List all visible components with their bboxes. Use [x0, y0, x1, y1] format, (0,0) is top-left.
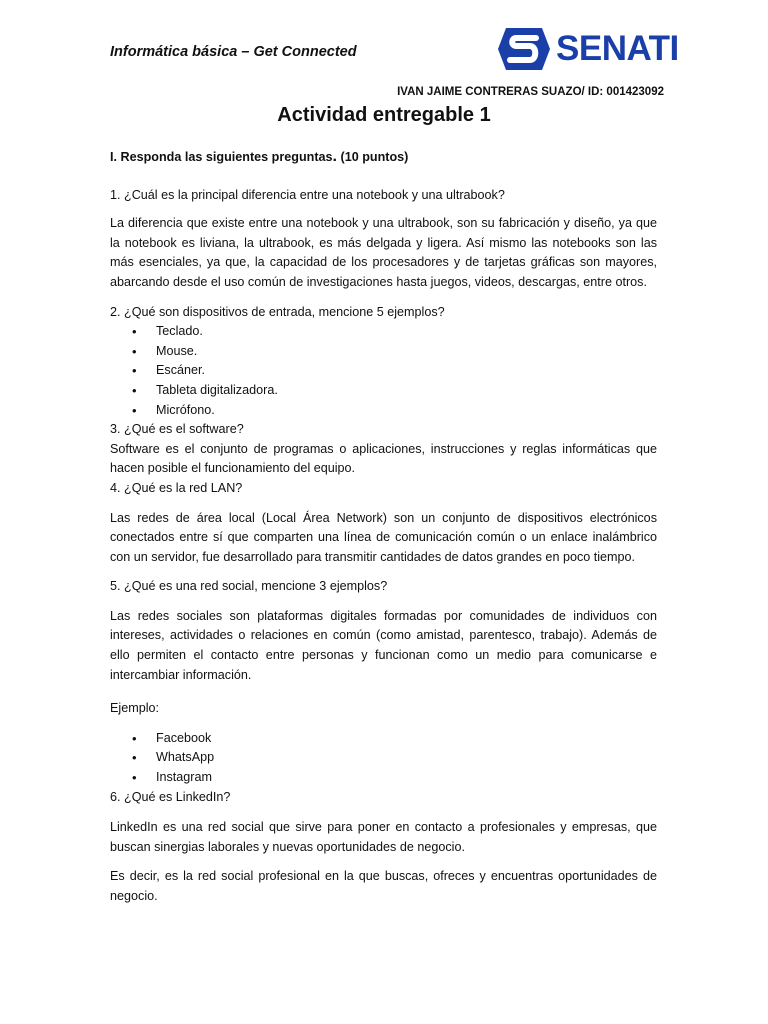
answer-4: Las redes de área local (Local Área Network) son un conjunto de dispositivos electrónicos conectados entre sí que comparten una línea de comunicación común o un enlace inalámbrico con un servidor, fue desarrollado para transmitir cantidades de datos grandes en poco tiempo.: [110, 510, 657, 564]
question-6: 6. ¿Qué es LinkedIn?: [110, 789, 231, 804]
social-networks-list: [110, 729, 657, 788]
answer-1: La diferencia que existe entre una notebook y una ultrabook, son su fabricación y diseño, ya que la notebook es liviana, la ultrabook, es más delgada y ligera. Así mismo las notebooks son las más esenciales, ya que, la capacidad de los procesadores y de tarjetas gráficas son mayores, abarcando desde el uso común de investigaciones hasta juegos, videos, descargas, entre otros.: [110, 216, 657, 289]
question-3: 3. ¿Qué es el software?: [110, 422, 244, 437]
answer-3: Software es el conjunto de programas o aplicaciones, instrucciones y reglas informáticas que hacen posible el funcionamiento del equipo.: [110, 441, 657, 476]
input-devices-list: [110, 322, 657, 420]
answer-6: LinkedIn es una red social que sirve para poner en contacto a profesionales y empresas, que buscan sinergias laborales y nuevas oportunidades de negocio.: [110, 820, 657, 854]
question-2: 2. ¿Qué son dispositivos de entrada, mencione 5 ejemplos?: [110, 304, 445, 319]
question-5: 5. ¿Qué es una red social, mencione 3 ejemplos?: [110, 579, 388, 594]
student-id: IVAN JAIME CONTRERAS SUAZO/ ID: 001423092: [397, 86, 664, 98]
list-item: • Mouse.: [156, 342, 657, 362]
section-heading-dot: .: [332, 148, 337, 165]
course-header: Informática básica – Get Connected: [110, 44, 357, 60]
answer-6b: Es decir, es la red social profesional en la que buscas, ofreces y encuentras oportunidades de negocio.: [110, 869, 657, 903]
list-item: • Tableta digitalizadora.: [156, 381, 657, 401]
example-label: Ejemplo:: [110, 701, 159, 716]
list-item: • Facebook: [156, 729, 657, 749]
list-item: • WhatsApp: [156, 748, 657, 768]
list-item: • Escáner.: [156, 361, 657, 381]
list-item: • Micrófono.: [156, 401, 657, 421]
section-points: (10 puntos): [340, 150, 409, 164]
list-item: • Teclado.: [156, 322, 657, 342]
question-1: 1. ¿Cuál es la principal diferencia entre una notebook y una ultrabook?: [110, 187, 505, 202]
section-heading-text: I. Responda las siguientes preguntas: [110, 150, 333, 164]
list-item: • Instagram: [156, 768, 657, 788]
senati-logo-icon: [492, 24, 554, 74]
senati-logo: [492, 24, 679, 74]
question-4: 4. ¿Qué es la red LAN?: [110, 480, 243, 495]
logo-wordmark: SENATI: [556, 29, 679, 68]
document-body: [110, 147, 657, 907]
page-title: [0, 104, 768, 127]
page-title-text: Actividad entregable 1: [277, 104, 491, 126]
section-heading: [110, 147, 657, 168]
answer-5: Las redes sociales son plataformas digitales formadas por comunidades de individuos con intereses, actividades o relaciones en común (como amistad, parentesco, trabajo). Además de ello permiten el contacto entre personas y funcionan como un medio para comunicarse e intercambiar información.: [110, 608, 657, 682]
